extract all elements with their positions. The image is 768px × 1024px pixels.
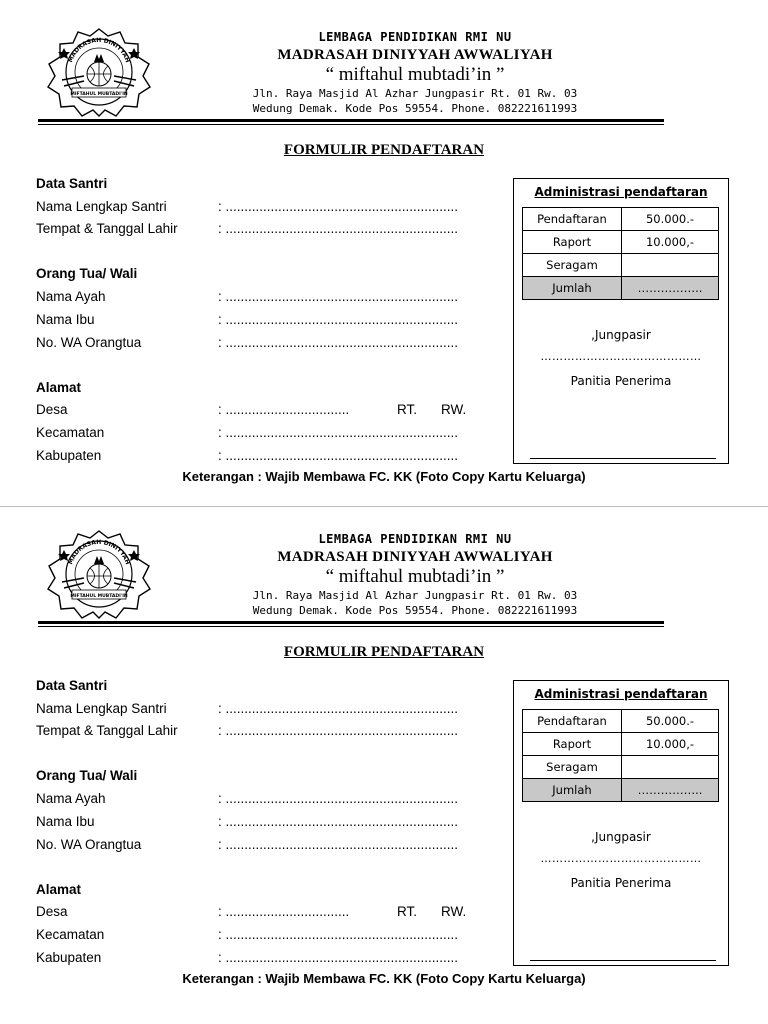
label-parent-wa: No. WA Orangtua <box>36 837 142 852</box>
fee-amount: 50.000.- <box>622 208 719 231</box>
fee-row <box>523 254 719 277</box>
section-parent: Orang Tua/ Wali <box>36 768 138 783</box>
madrasah-seal-logo-icon <box>44 26 154 118</box>
label-regency: Kabupaten <box>36 950 102 965</box>
fee-row <box>523 710 719 733</box>
label-father-name: Nama Ayah <box>36 289 106 304</box>
section-data-santri: Data Santri <box>36 678 108 693</box>
label-parent-wa: No. WA Orangtua <box>36 335 142 350</box>
school-name: MADRASAH DINIYYAH AWWALIYAH <box>277 549 553 565</box>
fee-item: Pendaftaran <box>523 208 622 231</box>
label-rw: RW. <box>441 402 467 417</box>
fee-item: Pendaftaran <box>523 710 622 733</box>
fee-row <box>523 208 719 231</box>
label-village: Desa <box>36 904 68 919</box>
label-rw: RW. <box>441 904 467 919</box>
logo-band-text: MIFTAHUL MUBTADI'IN <box>70 594 128 599</box>
field-father-name[interactable]: : .............................................................. <box>218 791 459 806</box>
school-name: MADRASAH DINIYYAH AWWALIYAH <box>277 47 553 63</box>
field-district[interactable]: : .............................................................. <box>218 425 459 440</box>
field-parent-wa[interactable]: : .............................................................. <box>218 837 459 852</box>
registration-form-copy-1 <box>0 0 768 500</box>
fee-table <box>522 709 719 802</box>
fee-total-label: Jumlah <box>523 277 622 300</box>
label-mother-name: Nama Ibu <box>36 312 95 327</box>
form-title: FORMULIR PENDAFTARAN <box>283 142 485 158</box>
date-field[interactable]: …………………………………… <box>540 350 702 363</box>
label-regency: Kabupaten <box>36 448 102 463</box>
admin-title: Administrasi pendaftaran <box>534 687 708 701</box>
fee-row <box>523 733 719 756</box>
section-parent: Orang Tua/ Wali <box>36 266 138 281</box>
address-line-1: Jln. Raya Masjid Al Azhar Jungpasir Rt. 01 Rw. 03 <box>252 87 578 100</box>
fee-row <box>523 231 719 254</box>
field-village[interactable]: : ................................. <box>218 402 350 417</box>
field-regency[interactable]: : .............................................................. <box>218 950 459 965</box>
admin-box <box>513 178 729 464</box>
registration-form-copy-2 <box>0 502 768 1002</box>
field-birth-place-date[interactable]: : .............................................................. <box>218 221 459 236</box>
madrasah-seal-logo-icon <box>44 528 154 620</box>
field-full-name[interactable]: : .............................................................. <box>218 701 459 716</box>
label-rt: RT. <box>397 904 418 919</box>
fee-item: Raport <box>523 231 622 254</box>
field-regency[interactable]: : .............................................................. <box>218 448 459 463</box>
fee-amount-blank[interactable] <box>622 756 719 779</box>
institution-name: LEMBAGA PENDIDIKAN RMI NU <box>318 30 512 44</box>
signature-line[interactable] <box>530 960 716 961</box>
address-line-2: Wedung Demak. Kode Pos 59554. Phone. 082221611993 <box>252 604 578 617</box>
fee-table <box>522 207 719 300</box>
school-motto: “ miftahul mubtadi’in ” <box>325 566 505 587</box>
fee-total-value[interactable]: …………….. <box>622 779 719 802</box>
fee-amount-blank[interactable] <box>622 254 719 277</box>
form-title: FORMULIR PENDAFTARAN <box>283 644 485 660</box>
label-mother-name: Nama Ibu <box>36 814 95 829</box>
header-rule-thick <box>38 119 664 122</box>
label-birth-place-date: Tempat & Tanggal Lahir <box>36 221 178 236</box>
fee-item: Seragam <box>523 254 622 277</box>
fee-total-row <box>523 277 719 300</box>
receiver-label: Panitia Penerima <box>570 876 672 890</box>
label-full-name: Nama Lengkap Santri <box>36 701 167 716</box>
fee-total-value[interactable]: …………….. <box>622 277 719 300</box>
fee-amount: 50.000.- <box>622 710 719 733</box>
label-father-name: Nama Ayah <box>36 791 106 806</box>
section-address: Alamat <box>36 882 82 897</box>
address-line-1: Jln. Raya Masjid Al Azhar Jungpasir Rt. 01 Rw. 03 <box>252 589 578 602</box>
label-birth-place-date: Tempat & Tanggal Lahir <box>36 723 178 738</box>
label-full-name: Nama Lengkap Santri <box>36 199 167 214</box>
label-district: Kecamatan <box>36 927 105 942</box>
fee-item: Raport <box>523 733 622 756</box>
label-district: Kecamatan <box>36 425 105 440</box>
label-village: Desa <box>36 402 68 417</box>
logo-band-text: MIFTAHUL MUBTADI'IN <box>70 92 128 97</box>
header-rule-thick <box>38 621 664 624</box>
field-parent-wa[interactable]: : .............................................................. <box>218 335 459 350</box>
field-mother-name[interactable]: : .............................................................. <box>218 814 459 829</box>
fee-row <box>523 756 719 779</box>
fee-total-row <box>523 779 719 802</box>
label-rt: RT. <box>397 402 418 417</box>
place-label: ,Jungpasir <box>591 830 651 844</box>
field-birth-place-date[interactable]: : .............................................................. <box>218 723 459 738</box>
address-line-2: Wedung Demak. Kode Pos 59554. Phone. 082221611993 <box>252 102 578 115</box>
field-father-name[interactable]: : .............................................................. <box>218 289 459 304</box>
field-district[interactable]: : .............................................................. <box>218 927 459 942</box>
receiver-label: Panitia Penerima <box>570 374 672 388</box>
school-motto: “ miftahul mubtadi’in ” <box>325 64 505 85</box>
logo-ring-text: MADRASAH DINIYYAH <box>67 538 131 566</box>
fee-amount: 10.000,- <box>622 733 719 756</box>
signature-line[interactable] <box>530 458 716 459</box>
requirement-note: Keterangan : Wajib Membawa FC. KK (Foto Copy Kartu Keluarga) <box>182 469 586 484</box>
fee-item: Seragam <box>523 756 622 779</box>
field-mother-name[interactable]: : .............................................................. <box>218 312 459 327</box>
logo-ring-text: MADRASAH DINIYYAH <box>67 36 131 64</box>
date-field[interactable]: …………………………………… <box>540 852 702 865</box>
requirement-note: Keterangan : Wajib Membawa FC. KK (Foto Copy Kartu Keluarga) <box>182 971 586 986</box>
field-village[interactable]: : ................................. <box>218 904 350 919</box>
field-full-name[interactable]: : .............................................................. <box>218 199 459 214</box>
header-rule-thin <box>38 124 664 125</box>
admin-title: Administrasi pendaftaran <box>534 185 708 199</box>
place-label: ,Jungpasir <box>591 328 651 342</box>
admin-box <box>513 680 729 966</box>
header-rule-thin <box>38 626 664 627</box>
section-address: Alamat <box>36 380 82 395</box>
section-data-santri: Data Santri <box>36 176 108 191</box>
cut-separator <box>0 506 768 507</box>
institution-name: LEMBAGA PENDIDIKAN RMI NU <box>318 532 512 546</box>
fee-total-label: Jumlah <box>523 779 622 802</box>
fee-amount: 10.000,- <box>622 231 719 254</box>
